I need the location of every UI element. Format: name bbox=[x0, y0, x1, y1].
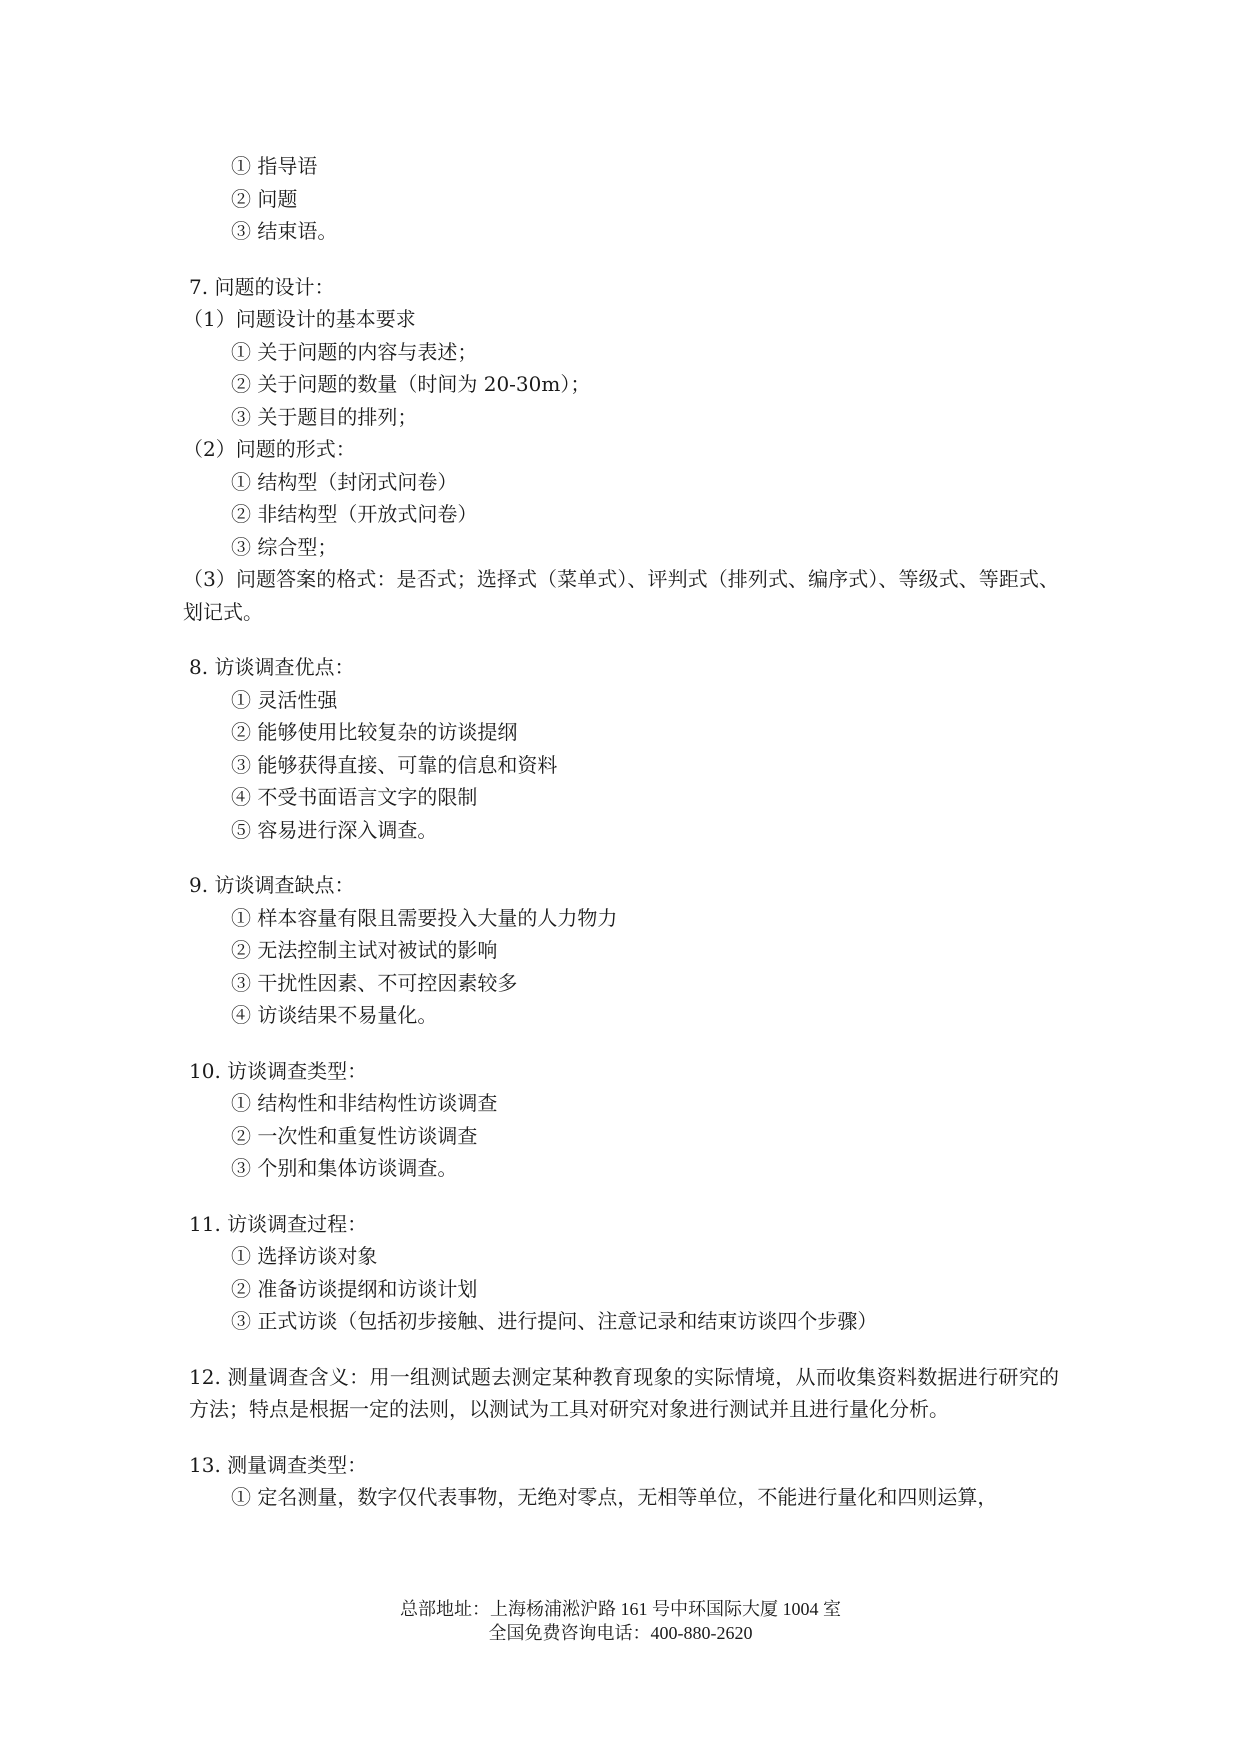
list-item: ① 结构型（封闭式问卷） bbox=[231, 469, 458, 494]
subheading-question-forms: （2）问题的形式： bbox=[183, 437, 356, 461]
section-spacer bbox=[189, 1338, 1059, 1361]
list-item: ⑤ 容易进行深入调查。 bbox=[231, 817, 438, 842]
section-spacer bbox=[189, 1426, 1059, 1449]
section-heading-11: 11. 访谈调查过程： bbox=[189, 1211, 368, 1236]
section-heading-13: 13. 测量调查类型： bbox=[189, 1452, 368, 1477]
list-item: ② 关于问题的数量（时间为 20-30m）； bbox=[231, 372, 591, 396]
list-item: ④ 访谈结果不易量化。 bbox=[231, 1003, 438, 1027]
list-item: ① 关于问题的内容与表述； bbox=[231, 339, 478, 364]
footer-address: 总部地址：上海杨浦淞沪路 161 号中环国际大厦 1004 室 bbox=[400, 1599, 841, 1619]
footer-phone: 全国免费咨询电话：400-880-2620 bbox=[488, 1623, 753, 1643]
list-item: ③ 能够获得直接、可靠的信息和资料 bbox=[231, 752, 558, 777]
document-body bbox=[183, 150, 1059, 1514]
section-spacer bbox=[189, 628, 1059, 651]
list-item: ③ 结束语。 bbox=[231, 219, 338, 243]
list-item: ④ 不受书面语言文字的限制 bbox=[231, 785, 478, 809]
list-item: ③ 正式访谈（包括初步接触、进行提问、注意记录和结束访谈四个步骤） bbox=[231, 1309, 878, 1333]
list-item: ③ 干扰性因素、不可控因素较多 bbox=[231, 970, 518, 995]
list-item: ② 一次性和重复性访谈调查 bbox=[231, 1123, 478, 1148]
section-spacer bbox=[189, 1032, 1059, 1055]
paragraph-answer-formats: （3）问题答案的格式：是否式；选择式（菜单式）、评判式（排列式、编序式）、等级式、等距式、划记式。 bbox=[183, 567, 1059, 624]
list-item: ① 指导语 bbox=[231, 154, 318, 178]
list-item: ③ 关于题目的排列； bbox=[231, 404, 418, 429]
list-item: ① 样本容量有限且需要投入大量的人力物力 bbox=[231, 905, 618, 930]
section-spacer bbox=[189, 1185, 1059, 1208]
page-footer bbox=[0, 1597, 1241, 1645]
section-spacer bbox=[189, 248, 1059, 271]
section-spacer bbox=[189, 846, 1059, 869]
list-item: ② 准备访谈提纲和访谈计划 bbox=[231, 1276, 478, 1301]
list-item: ① 选择访谈对象 bbox=[231, 1244, 378, 1268]
list-item: ① 定名测量，数字仅代表事物，无绝对零点，无相等单位，不能进行量化和四则运算， bbox=[231, 1485, 998, 1509]
paragraph-measurement-definition: 12. 测量调查含义：用一组测试题去测定某种教育现象的实际情境，从而收集资料数据进行研究的方法；特点是根据一定的法则，以测试为工具对研究对象进行测试并且进行量化分析。 bbox=[189, 1364, 1059, 1421]
list-item: ② 问题 bbox=[231, 186, 298, 211]
section-heading-8: 8. 访谈调查优点： bbox=[189, 655, 355, 679]
list-item: ③ 综合型； bbox=[231, 534, 338, 559]
section-heading-7: 7. 问题的设计： bbox=[189, 274, 335, 299]
section-heading-9: 9. 访谈调查缺点： bbox=[189, 873, 355, 897]
list-item: ② 无法控制主试对被试的影响 bbox=[231, 938, 498, 962]
list-item: ② 能够使用比较复杂的访谈提纲 bbox=[231, 720, 518, 744]
list-item: ① 灵活性强 bbox=[231, 687, 338, 712]
list-item: ① 结构性和非结构性访谈调查 bbox=[231, 1091, 498, 1115]
section-heading-10: 10. 访谈调查类型： bbox=[189, 1058, 368, 1083]
list-item: ② 非结构型（开放式问卷） bbox=[231, 502, 478, 526]
list-item: ③ 个别和集体访谈调查。 bbox=[231, 1156, 458, 1180]
subheading-question-requirements: （1）问题设计的基本要求 bbox=[183, 307, 416, 331]
